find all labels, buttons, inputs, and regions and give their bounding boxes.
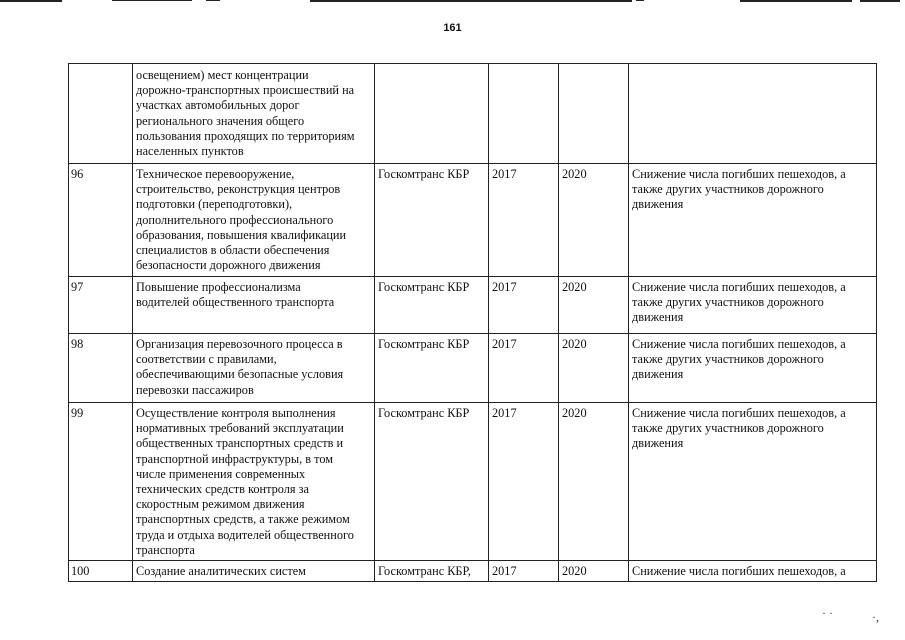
expected-result	[629, 64, 877, 164]
end-year: 2020	[559, 164, 629, 277]
row-number: 99	[69, 403, 133, 561]
start-year: 2017	[489, 277, 559, 334]
top-rule	[860, 0, 900, 2]
end-year: 2020	[559, 403, 629, 561]
top-rule	[636, 0, 644, 1]
executor: Госкомтранс КБР,	[375, 561, 489, 582]
measures-table	[68, 63, 877, 582]
start-year	[489, 64, 559, 164]
expected-result: Снижение числа погибших пешеходов, а также других участников дорожного движения	[629, 334, 877, 403]
expected-result: Снижение числа погибших пешеходов, а также других участников дорожного движения	[629, 277, 877, 334]
top-rule	[310, 0, 632, 2]
scan-specks: · ·	[822, 606, 833, 620]
page-number: 161	[443, 22, 462, 34]
row-number: 96	[69, 164, 133, 277]
top-rule	[740, 0, 852, 2]
table-row	[69, 334, 877, 403]
expected-result: Снижение числа погибших пешеходов, а	[629, 561, 877, 582]
row-number: 98	[69, 334, 133, 403]
table-row	[69, 403, 877, 561]
executor: Госкомтранс КБР	[375, 334, 489, 403]
start-year: 2017	[489, 561, 559, 582]
table-row	[69, 561, 877, 582]
end-year: 2020	[559, 277, 629, 334]
scan-specks: ·,	[872, 610, 879, 624]
measure-name: Осуществление контроля выполнения нормативных требований эксплуатации общественных транспортных средств и транспортной инфраструктуры, в том числе применения современных технических средств контроля за скоростным режимом движения транспортных средств, а также режимом труда и отдыха водителей общественного транспорта	[133, 403, 375, 561]
start-year: 2017	[489, 164, 559, 277]
top-rule	[0, 0, 62, 2]
measure-name: Техническое перевооружение, строительство, реконструкция центров подготовки (переподготовки), дополнительного профессионального образования, повышения квалификации специалистов в области обеспечения безопасности дорожного движения	[133, 164, 375, 277]
row-number: 100	[69, 561, 133, 582]
measure-name: освещением) мест концентрации дорожно-транспортных происшествий на участках автомобильных дорог регионального значения общего пользования проходящих по территориям населенных пунктов	[133, 64, 375, 164]
end-year: 2020	[559, 334, 629, 403]
end-year: 2020	[559, 561, 629, 582]
row-number: 97	[69, 277, 133, 334]
table-row	[69, 164, 877, 277]
table-row	[69, 64, 877, 164]
start-year: 2017	[489, 403, 559, 561]
executor: Госкомтранс КБР	[375, 403, 489, 561]
expected-result: Снижение числа погибших пешеходов, а также других участников дорожного движения	[629, 403, 877, 561]
executor: Госкомтранс КБР	[375, 277, 489, 334]
table-row	[69, 277, 877, 334]
row-number	[69, 64, 133, 164]
expected-result: Снижение числа погибших пешеходов, а также других участников дорожного движения	[629, 164, 877, 277]
measure-name: Создание аналитических систем	[133, 561, 375, 582]
end-year	[559, 64, 629, 164]
top-rule	[112, 0, 192, 1]
measure-name: Повышение профессионализма водителей общественного транспорта	[133, 277, 375, 334]
top-rule	[206, 0, 220, 1]
measure-name: Организация перевозочного процесса в соответствии с правилами, обеспечивающими безопасные условия перевозки пассажиров	[133, 334, 375, 403]
executor	[375, 64, 489, 164]
start-year: 2017	[489, 334, 559, 403]
executor: Госкомтранс КБР	[375, 164, 489, 277]
